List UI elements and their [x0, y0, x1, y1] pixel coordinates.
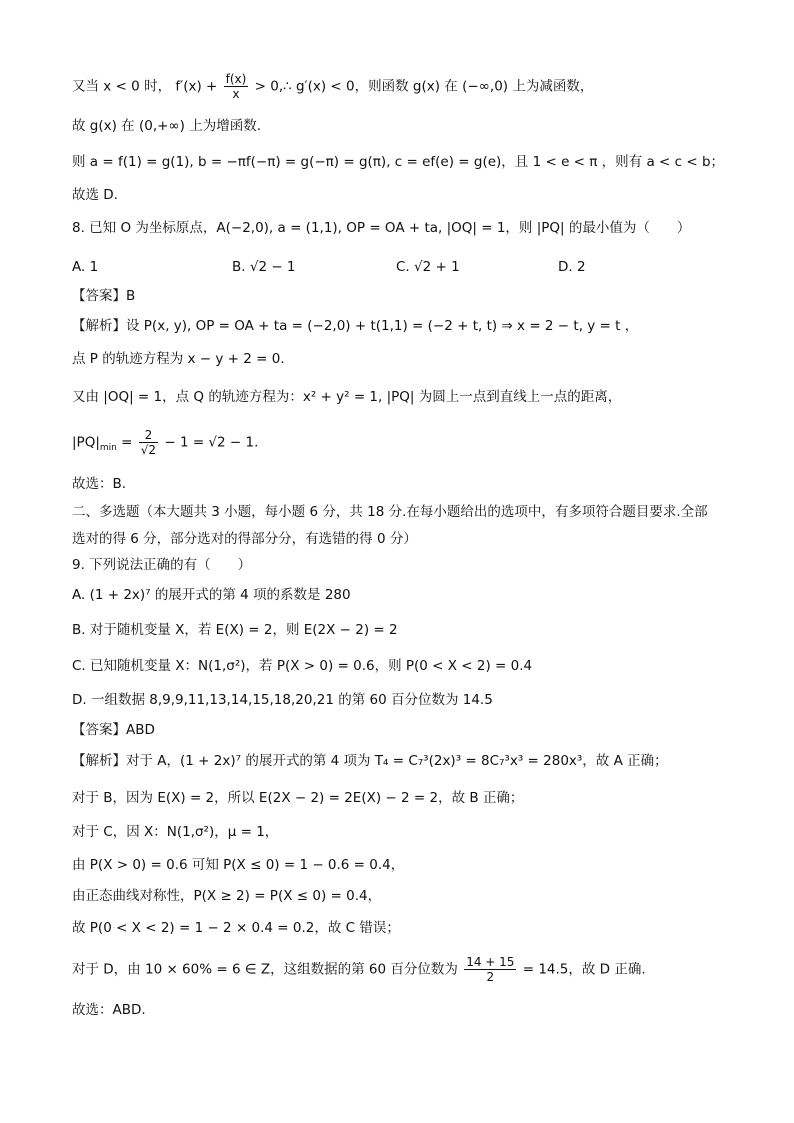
analysis-8-line-3: 又由 |OQ| = 1，点 Q 的轨迹方程为：x² + y² = 1, |PQ| 为圆上一点到直线上一点的距离， — [72, 389, 622, 405]
analysis-9-line-2: 对于 B，因为 E(X) = 2，所以 E(2X − 2) = 2E(X) − 2 = 2，故 B 正确； — [72, 790, 524, 806]
line-04: 故选 D. — [72, 187, 118, 203]
text: |PQ| — [72, 434, 100, 451]
question-8: 8. 已知 O 为坐标原点，A(−2,0), a = (1,1), OP = OA + ta, |OQ| = 1，则 |PQ| 的最小值为（ ） — [72, 220, 691, 236]
subscript: min — [99, 443, 117, 454]
text: = — [121, 434, 133, 451]
final-answer-9: 故选：ABD. — [72, 1002, 146, 1018]
answer-8: 【答案】B — [72, 288, 136, 304]
question-9: 9. 下列说法正确的有（ ） — [72, 557, 252, 573]
numerator: 2 — [139, 428, 158, 443]
q9-option-a: A. (1 + 2x)⁷ 的展开式的第 4 项的系数是 280 — [72, 587, 351, 603]
q9-option-d: D. 一组数据 8,9,9,11,13,14,15,18,20,21 的第 60 百分位数为 14.5 — [72, 692, 493, 708]
text: f′(x) + — [175, 78, 218, 95]
line-02: 故 g(x) 在 (0,+∞) 上为增函数. — [72, 118, 262, 134]
analysis-9-line-7 — [72, 955, 646, 984]
final-answer-8: 故选：B. — [72, 476, 127, 492]
analysis-8-line-4 — [72, 428, 258, 457]
fraction — [224, 72, 249, 101]
section-heading-line-2: 选对的得 6 分，部分选对的得部分分，有选错的得 0 分） — [72, 531, 417, 547]
fraction — [139, 428, 158, 457]
text: x < 0 — [103, 78, 140, 95]
option-d: D. 2 — [558, 259, 586, 275]
line-03: 则 a = f(1) = g(1), b = −πf(−π) = g(−π) = g(π), c = ef(e) = g(e)，且 1 < e < π ，则有 a < c < b； — [72, 154, 725, 170]
analysis-9-line-1: 【解析】对于 A，(1 + 2x)⁷ 的展开式的第 4 项为 T₄ = C₇³(2x)³ = 8C₇³x³ = 280x³，故 A 正确； — [72, 753, 668, 769]
numerator: f(x) — [225, 72, 247, 86]
denominator: 2 — [486, 970, 495, 984]
analysis-9-line-3: 对于 C，因 X：N(1,σ²)，μ = 1， — [72, 824, 279, 840]
fraction — [464, 955, 516, 984]
line-01 — [72, 72, 593, 101]
analysis-9-line-5: 由正态曲线对称性，P(X ≥ 2) = P(X ≤ 0) = 0.4， — [72, 888, 382, 904]
q9-option-c: C. 已知随机变量 X：N(1,σ²)，若 P(X > 0) = 0.6，则 P(0 < X < 2) = 0.4 — [72, 658, 533, 674]
analysis-9-line-6: 故 P(0 < X < 2) = 1 − 2 × 0.4 = 0.2，故 C 错误； — [72, 920, 400, 936]
option-b: B. √2 − 1 — [232, 259, 296, 275]
option-a: A. 1 — [72, 259, 99, 275]
section-heading-line-1: 二、多选题（本大题共 3 小题，每小题 6 分，共 18 分.在每小题给出的选项中，有多项符合题目要求.全部 — [72, 504, 708, 520]
analysis-8-line-1: 【解析】设 P(x, y), OP = OA + ta = (−2,0) + t(1,1) = (−2 + t, t) ⇒ x = 2 − t, y = t ， — [72, 318, 639, 334]
text: = 14.5，故 D 正确. — [522, 961, 646, 978]
analysis-8-line-2: 点 P 的轨迹方程为 x − y + 2 = 0. — [72, 351, 285, 367]
q9-option-b: B. 对于随机变量 X，若 E(X) = 2，则 E(2X − 2) = 2 — [72, 622, 398, 638]
answer-9: 【答案】ABD — [72, 722, 155, 738]
text: − 1 = √2 − 1. — [164, 434, 259, 451]
text: 又当 — [72, 78, 99, 95]
denominator: √2 — [140, 443, 157, 457]
analysis-9-line-4: 由 P(X > 0) = 0.6 可知 P(X ≤ 0) = 1 − 0.6 = 0.4， — [72, 857, 405, 873]
numerator: 14 + 15 — [466, 955, 515, 969]
text: 时， — [144, 78, 172, 95]
option-c: C. √2 + 1 — [396, 259, 460, 275]
text: > 0,∴ g′(x) < 0，则函数 g(x) 在 (−∞,0) 上为减函数， — [254, 78, 594, 95]
denominator: x — [232, 87, 240, 101]
text: 对于 D，由 10 × 60% = 6 ∈ Z，这组数据的第 60 百分位数为 — [72, 961, 458, 978]
